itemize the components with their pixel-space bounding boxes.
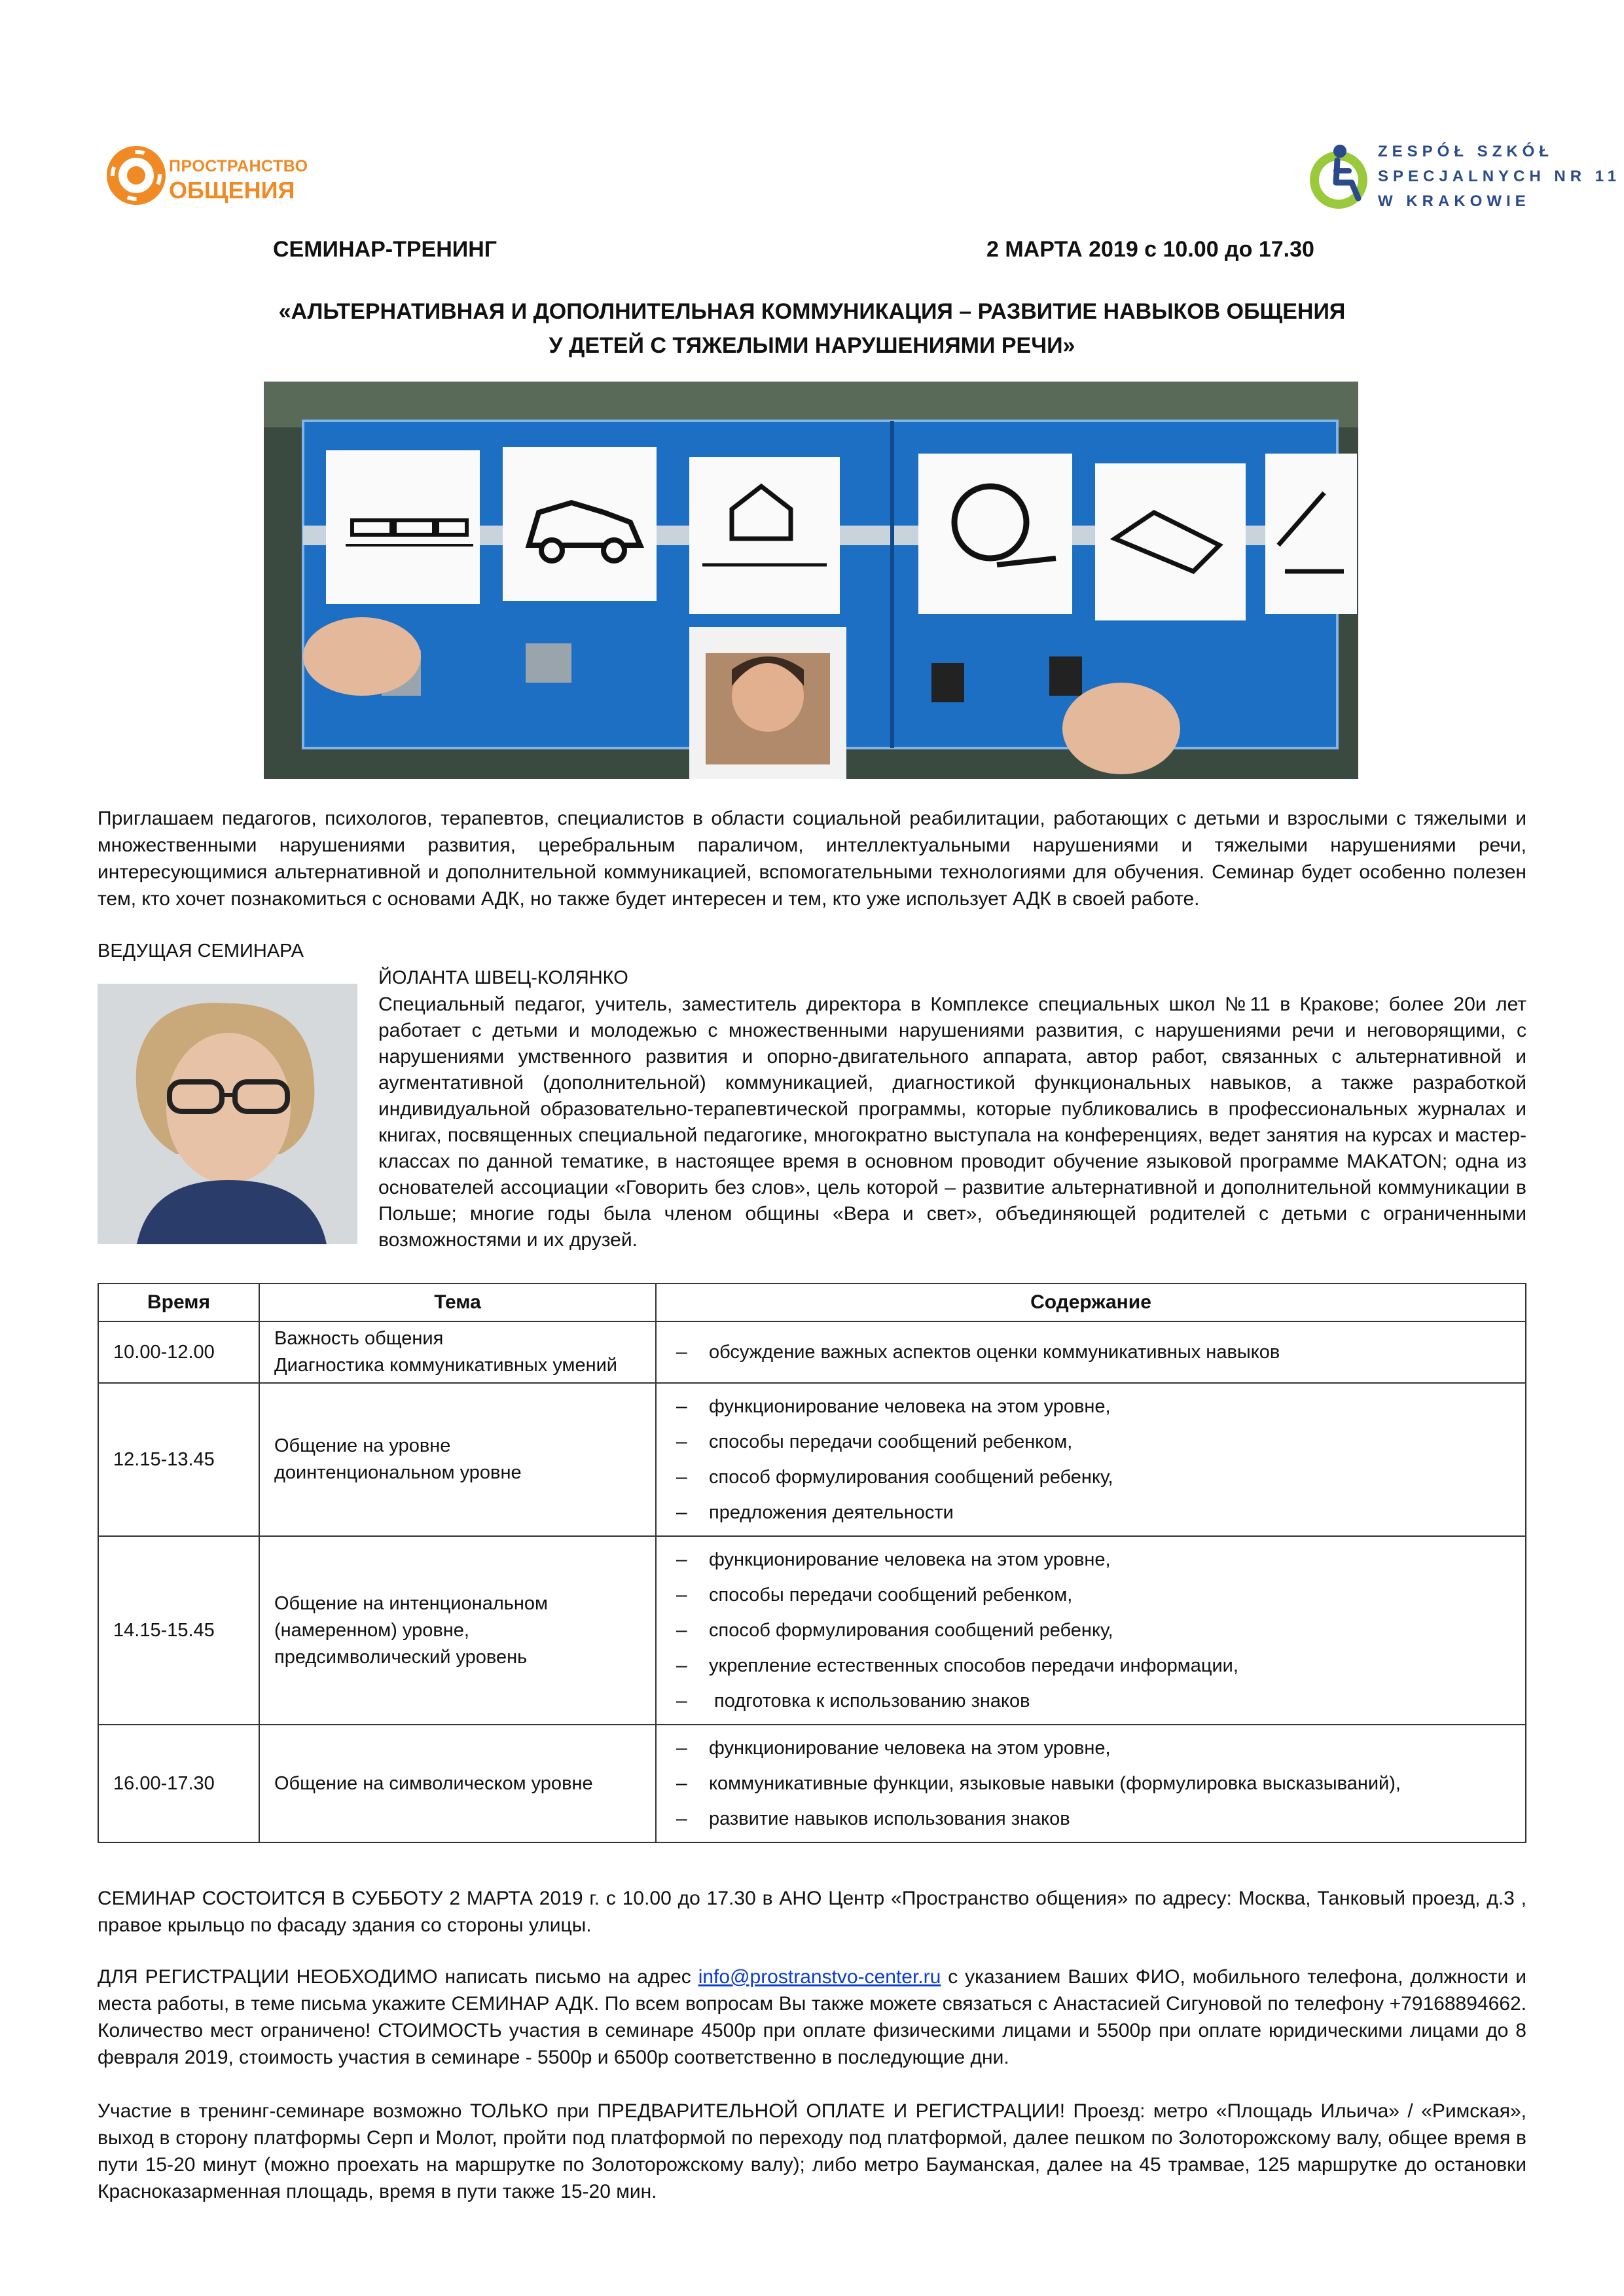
row-topic-line: Диагностика коммуникативных умений <box>274 1355 618 1376</box>
schedule-table <box>98 1283 1526 1843</box>
table-row <box>98 1536 1526 1725</box>
card-eat <box>918 454 1072 614</box>
list-item: – коммуникативные функции, языковые навыки (формулировка высказываний), <box>676 1772 1401 1794</box>
seminar-title-line2: У ДЕТЕЙ С ТЯЖЕЛЫМИ НАРУШЕНИЯМИ РЕЧИ» <box>549 333 1075 358</box>
logo-left-line1: ПРОСТРАНСТВО <box>169 157 308 175</box>
logo-prostranstvo-obshcheniya <box>107 143 308 215</box>
row-topic <box>259 1383 656 1536</box>
card-house <box>689 457 840 614</box>
row-topic <box>259 1725 656 1842</box>
row-topic-line: Общение на символическом уровне <box>274 1772 593 1794</box>
list-item: – укрепление естественных способов передачи информации, <box>676 1655 1238 1676</box>
list-item: – подготовка к использованию знаков <box>676 1690 1030 1712</box>
row-topic <box>259 1536 656 1725</box>
row-content <box>656 1536 1526 1725</box>
list-item: – функционирование человека на этом уровне, <box>676 1549 1111 1570</box>
list-item: – развитие навыков использования знаков <box>676 1808 1070 1829</box>
row-topic-line: Важность общения <box>274 1328 444 1349</box>
table-row <box>98 1383 1526 1536</box>
main-photo-communication-board <box>264 382 1358 779</box>
card-bath <box>1265 454 1357 614</box>
card-train <box>326 450 480 604</box>
logo-right-icon <box>1306 142 1371 214</box>
registration-info: ДЛЯ РЕГИСТРАЦИИ НЕОБХОДИМО написать письмо на адрес info@prostranstvo-center.ru с указанием Ваших ФИО, мобильного телефона, должности и места работы, в теме письма укажите СЕМИНАР АДК. По всем вопросам Вы также можете связаться с Анастасией Сигуновой по телефону +79168894662. Количество мест ограничено! СТОИМОСТЬ участия в семинаре 4500р при оплате физическими лицами и 5500р при оплате юридическими лицами до 8 февраля 2019, стоимость участия в семинаре - 5500р и 6500р соответственно в последующие дни. <box>98 1966 1526 2068</box>
seminar-type: СЕМИНАР-ТРЕНИНГ <box>273 237 497 262</box>
row-content <box>656 1383 1526 1536</box>
presenter-section-label: ВЕДУЩАЯ СЕМИНАРА <box>98 941 304 961</box>
table-row <box>98 1725 1526 1842</box>
list-item: – способ формулирования сообщений ребенку, <box>676 1619 1113 1641</box>
intro-paragraph: Приглашаем педагогов, психологов, терапевтов, специалистов в области социальной реабилитации, работающих с детьми и взрослыми с тяжелыми и множественными нарушениями развития, церебральным параличом, интеллектуальными нарушениями и тяжелыми нарушениями речи, интересующимися альтернативной и дополнительной коммуникацией, вспомогательными технологиями для обучения. Семинар будет особенно полезен тем, кто хочет познакомиться с основами АДК, но также будет интересен и тем, кто уже использует АДК в своей работе. <box>98 808 1526 910</box>
col-header-content: Содержание <box>656 1283 1526 1321</box>
list-item: – способы передачи сообщений ребенком, <box>676 1584 1073 1605</box>
presenter-bio: Специальный педагог, учитель, заместитель директора в Комплексе специальных школ №11 в Кракове; более 20и лет работает с детьми и молодежью с множественными нарушениями развития, с нарушениями речи и неговорящими, с нарушениями умственного развития и опорно-двигательного аппарата, автор работ, связанных с альтернативной и аугментативной (дополнительной) коммуникацией, диагностикой функциональных навыков, а также разработкой индивидуальной образовательно-терапевтической программы, которые публиковались в профессиональных журналах и книгах, посвященных специальной педагогике, многократно выступала на конференциях, ведет занятия на курсах и мастер-классах по данной тематике, в настоящее время в основном проводит обучение языковой программе MAKATON; одна из основателей ассоциации «Говорить без слов», цель которой – развитие альтернативной и дополнительной коммуникации в Польше; многие годы была членом общины «Вера и свет», объединяющей родителей с детьми с ограниченными возможностями и их друзей. <box>378 994 1526 1251</box>
table-header-row <box>98 1283 1526 1321</box>
row-time: 12.15-13.45 <box>98 1383 259 1536</box>
row-topic-line: Общение на уровне <box>274 1435 451 1456</box>
list-item: – функционирование человека на этом уровне, <box>676 1737 1111 1759</box>
row-time: 14.15-15.45 <box>98 1536 259 1725</box>
seminar-title-line1: «АЛЬТЕРНАТИВНАЯ И ДОПОЛНИТЕЛЬНАЯ КОММУНИКАЦИЯ – РАЗВИТИЕ НАВЫКОВ ОБЩЕНИЯ <box>278 299 1346 324</box>
list-item: – функционирование человека на этом уровне, <box>676 1395 1111 1417</box>
row-topic-line: предсимволический уровень <box>274 1646 528 1668</box>
email-link[interactable]: info@prostranstvo-center.ru <box>698 1966 941 1988</box>
logo-right-line3: W KRAKOWIE <box>1378 192 1530 210</box>
seminar-date: 2 МАРТА 2019 с 10.00 до 17.30 <box>986 237 1314 262</box>
row-content <box>656 1725 1526 1842</box>
list-item: – обсуждение важных аспектов оценки коммуникативных навыков <box>676 1341 1280 1363</box>
list-item: – предложения деятельности <box>676 1501 954 1523</box>
logo-right-line2: SPECJALNYCH NR 11 <box>1378 168 1621 185</box>
row-time: 10.00-12.00 <box>98 1321 259 1383</box>
row-topic-line: (намеренном) уровне, <box>274 1619 469 1641</box>
list-item: – способы передачи сообщений ребенком, <box>676 1431 1073 1452</box>
row-content <box>656 1321 1526 1383</box>
row-topic-line: Общение на интенциональном <box>274 1592 548 1614</box>
logo-left-icon <box>107 143 166 208</box>
row-topic-line: доинтенциональном уровне <box>274 1462 522 1483</box>
presenter-name: ЙОЛАНТА ШВЕЦ-КОЛЯНКО <box>378 967 628 988</box>
row-topic <box>259 1321 656 1383</box>
venue-info: СЕМИНАР СОСТОИТСЯ В СУББОТУ 2 МАРТА 2019 г. с 10.00 до 17.30 в АНО Центр «Пространство общения» по адресу: Москва, Танковый проезд, д.3 , правое крыльцо по фасаду здания со стороны улицы. <box>98 1888 1526 1936</box>
row-time: 16.00-17.30 <box>98 1725 259 1842</box>
list-item: – способ формулирования сообщений ребенку, <box>676 1466 1113 1488</box>
logo-zespol-szkol <box>1306 139 1621 217</box>
table-row <box>98 1321 1526 1383</box>
col-header-topic: Тема <box>259 1283 656 1321</box>
travel-info: Участие в тренинг-семинаре возможно ТОЛЬКО при ПРЕДВАРИТЕЛЬНОЙ ОПЛАТЕ И РЕГИСТРАЦИИ! Проезд: метро «Площадь Ильича» / «Римская», выход в сторону платформы Серп и Молот, пройти под платформой по переходу под платформой, далее пешком по Золоторожскому валу, общее время в пути 15-20 минут (можно проехать на маршрутке по Золоторожскому валу); либо метро Бауманская, далее на 45 трамвае, 125 маршрутке до остановки Красноказарменная площадь, время в пути также 15-20 мин. <box>98 2100 1526 2202</box>
logo-left-line2: ОБЩЕНИЯ <box>169 177 295 204</box>
logo-right-line1: ZESPÓŁ SZKÓŁ <box>1378 143 1554 160</box>
presenter-photo <box>98 984 357 1244</box>
col-header-time: Время <box>98 1283 259 1321</box>
